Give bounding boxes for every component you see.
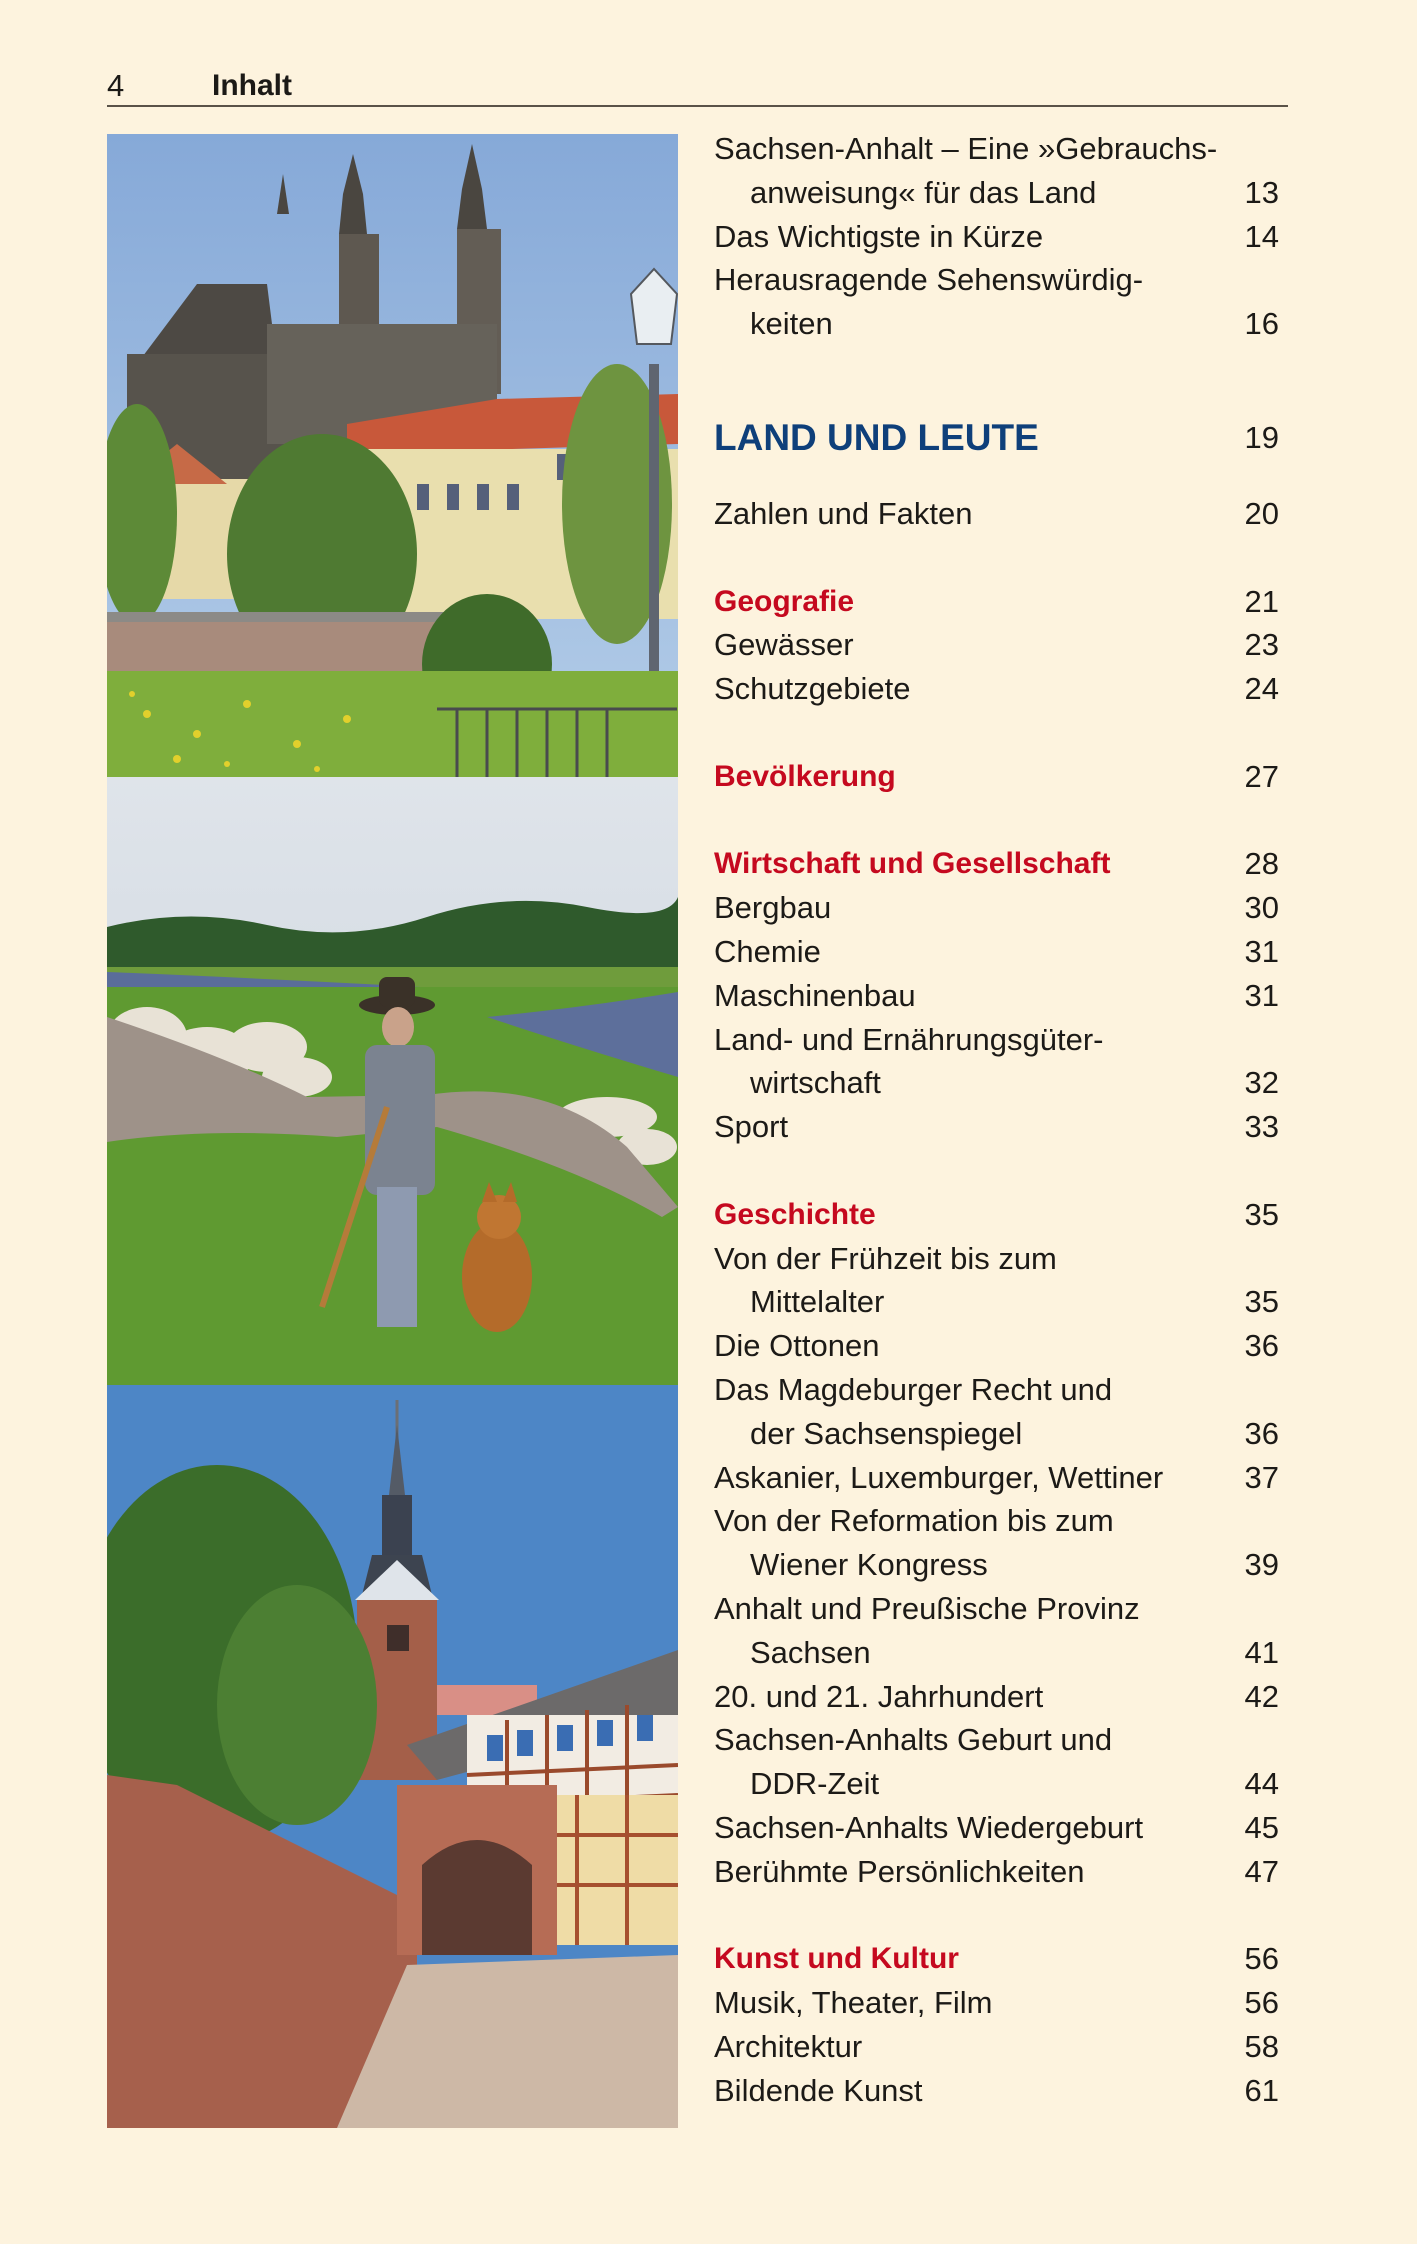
toc-page-number: 56 bbox=[1244, 1941, 1279, 1977]
toc-entry[interactable] bbox=[714, 215, 1279, 259]
toc-page-number: 32 bbox=[1244, 1065, 1279, 1101]
toc-entry-title: Sachsen-Anhalt – Eine »Gebrauchs- bbox=[714, 131, 1218, 166]
toc-page-number: 35 bbox=[1244, 1196, 1279, 1232]
toc-entry[interactable] bbox=[714, 1631, 1279, 1675]
toc-entry-title: Das Wichtigste in Kürze bbox=[714, 218, 1044, 254]
toc-section-heading[interactable] bbox=[714, 1937, 1279, 1981]
toc-section-heading[interactable] bbox=[714, 755, 1279, 799]
toc-entry-title: Architektur bbox=[714, 2028, 863, 2064]
toc-entry-title: Askanier, Luxemburger, Wettiner bbox=[714, 1459, 1164, 1495]
toc-entry-title: Berühmte Persönlichkeiten bbox=[714, 1853, 1085, 1889]
toc-page-number: 24 bbox=[1244, 671, 1279, 707]
toc-page-number: 20 bbox=[1244, 495, 1279, 531]
photo-magdeburg-cathedral bbox=[107, 134, 678, 777]
toc-entry[interactable] bbox=[714, 1850, 1279, 1894]
toc-entry-title: Sport bbox=[714, 1109, 789, 1145]
toc-entry[interactable] bbox=[714, 1762, 1279, 1806]
toc-entry-title: Zahlen und Fakten bbox=[714, 495, 973, 531]
part-title: LAND UND LEUTE bbox=[714, 416, 1039, 458]
toc-page-number: 14 bbox=[1244, 218, 1279, 254]
toc-page-number: 36 bbox=[1244, 1415, 1279, 1451]
toc-page-number: 44 bbox=[1244, 1766, 1279, 1802]
toc-entry-title: keiten bbox=[750, 306, 833, 342]
section-title: Geschichte bbox=[714, 1197, 876, 1231]
section-title: Geografie bbox=[714, 584, 855, 618]
toc-entry[interactable] bbox=[714, 1499, 1279, 1543]
page-title: Inhalt bbox=[212, 69, 292, 102]
toc-entry-title: Bergbau bbox=[714, 890, 832, 926]
toc-section-heading[interactable] bbox=[714, 842, 1279, 886]
toc-entry[interactable] bbox=[714, 1105, 1279, 1149]
photo-brick-church-town-gate bbox=[107, 1385, 678, 2128]
shepherd-image-icon bbox=[107, 777, 678, 1385]
toc-entry[interactable] bbox=[714, 1806, 1279, 1850]
toc-page-number: 42 bbox=[1244, 1678, 1279, 1714]
page-number: 4 bbox=[107, 68, 125, 103]
toc-entry-title: Das Magdeburger Recht und bbox=[714, 1371, 1113, 1407]
toc-entry[interactable] bbox=[714, 171, 1279, 215]
toc-page-number: 61 bbox=[1244, 2072, 1279, 2108]
toc-entry[interactable] bbox=[714, 2025, 1279, 2069]
toc-page-number: 16 bbox=[1244, 306, 1279, 342]
toc-entry-title: Schutzgebiete bbox=[714, 671, 911, 707]
section-title: Wirtschaft und Gesellschaft bbox=[714, 847, 1111, 881]
toc-page-number: 56 bbox=[1244, 1985, 1279, 2021]
toc-entry[interactable] bbox=[714, 1368, 1279, 1412]
toc-entry[interactable] bbox=[714, 258, 1279, 302]
toc-page-number: 30 bbox=[1244, 890, 1279, 926]
section-title: Kunst und Kultur bbox=[714, 1942, 959, 1976]
toc-section-heading[interactable] bbox=[714, 580, 1279, 624]
toc-entry-title: Gewässer bbox=[714, 627, 854, 663]
cathedral-image-icon bbox=[107, 134, 678, 777]
table-of-contents bbox=[714, 127, 1279, 2112]
toc-page-number: 31 bbox=[1244, 933, 1279, 969]
toc-entry[interactable] bbox=[714, 1280, 1279, 1324]
toc-entry-title: Die Ottonen bbox=[714, 1328, 880, 1364]
toc-entry[interactable] bbox=[714, 2069, 1279, 2113]
running-head bbox=[107, 66, 1288, 106]
toc-entry[interactable] bbox=[714, 1237, 1279, 1281]
toc-entry[interactable] bbox=[714, 930, 1279, 974]
toc-entry-title: Wiener Kongress bbox=[750, 1547, 988, 1583]
toc-entry-title: anweisung« für das Land bbox=[750, 174, 1097, 210]
toc-entry[interactable] bbox=[714, 302, 1279, 346]
toc-page-number: 19 bbox=[1244, 419, 1279, 455]
toc-page-number: 21 bbox=[1244, 583, 1279, 619]
toc-page-number: 37 bbox=[1244, 1459, 1279, 1495]
toc-page-number: 35 bbox=[1244, 1284, 1279, 1320]
toc-part-heading[interactable] bbox=[714, 398, 1279, 478]
toc-page-number: 31 bbox=[1244, 977, 1279, 1013]
toc-entry[interactable] bbox=[714, 1543, 1279, 1587]
toc-entry-title: Musik, Theater, Film bbox=[714, 1985, 993, 2021]
toc-entry-title: Von der Reformation bis zum bbox=[714, 1503, 1114, 1539]
toc-entry[interactable] bbox=[714, 1412, 1279, 1456]
toc-entry[interactable] bbox=[714, 886, 1279, 930]
toc-entry[interactable] bbox=[714, 1981, 1279, 2025]
toc-entry-title: wirtschaft bbox=[750, 1065, 881, 1101]
toc-page-number: 45 bbox=[1244, 1809, 1279, 1845]
toc-entry-title: Von der Frühzeit bis zum bbox=[714, 1240, 1057, 1276]
toc-entry-title: Chemie bbox=[714, 933, 821, 969]
toc-section-heading[interactable] bbox=[714, 1193, 1279, 1237]
toc-entry[interactable] bbox=[714, 1587, 1279, 1631]
toc-page-number: 58 bbox=[1244, 2028, 1279, 2064]
toc-page-number: 41 bbox=[1244, 1634, 1279, 1670]
photo-shepherd-elbe bbox=[107, 777, 678, 1385]
town-gate-image-icon bbox=[107, 1385, 678, 2128]
toc-entry[interactable] bbox=[714, 1061, 1279, 1105]
toc-page-number: 13 bbox=[1244, 174, 1279, 210]
toc-page-number: 28 bbox=[1244, 846, 1279, 882]
toc-entry[interactable] bbox=[714, 1456, 1279, 1500]
toc-page-number: 33 bbox=[1244, 1109, 1279, 1145]
header-rule bbox=[107, 105, 1288, 107]
toc-entry[interactable] bbox=[714, 667, 1279, 711]
toc-entry-title: Sachsen-Anhalts Wiedergeburt bbox=[714, 1809, 1144, 1845]
toc-entry[interactable] bbox=[714, 623, 1279, 667]
toc-entry[interactable] bbox=[714, 1675, 1279, 1719]
toc-page-number: 39 bbox=[1244, 1547, 1279, 1583]
toc-entry[interactable] bbox=[714, 492, 1279, 536]
toc-entry-title: Herausragende Sehenswürdig- bbox=[714, 262, 1144, 298]
toc-entry-title: Maschinenbau bbox=[714, 977, 916, 1013]
section-title: Bevölkerung bbox=[714, 759, 896, 793]
toc-entry-title: Anhalt und Preußische Provinz bbox=[714, 1590, 1140, 1626]
toc-entry-title: Mittelalter bbox=[750, 1284, 885, 1320]
toc-page-number: 23 bbox=[1244, 627, 1279, 663]
toc-page-number: 27 bbox=[1244, 758, 1279, 794]
toc-entry[interactable] bbox=[714, 1718, 1279, 1762]
toc-entry-title: Sachsen-Anhalts Geburt und bbox=[714, 1722, 1113, 1758]
toc-entry[interactable] bbox=[714, 1324, 1279, 1368]
toc-entry-title: Land- und Ernährungsgüter- bbox=[714, 1021, 1104, 1057]
toc-page-number: 36 bbox=[1244, 1328, 1279, 1364]
toc-entry-title: DDR-Zeit bbox=[750, 1766, 880, 1802]
toc-entry[interactable] bbox=[714, 1018, 1279, 1062]
toc-entry-title: Bildende Kunst bbox=[714, 2072, 923, 2108]
toc-entry-title: der Sachsenspiegel bbox=[750, 1415, 1023, 1451]
toc-entry[interactable] bbox=[714, 127, 1279, 171]
toc-entry[interactable] bbox=[714, 974, 1279, 1018]
toc-page-number: 47 bbox=[1244, 1853, 1279, 1889]
toc-entry-title: 20. und 21. Jahrhundert bbox=[714, 1678, 1044, 1714]
photo-column bbox=[107, 134, 678, 2128]
toc-entry-title: Sachsen bbox=[750, 1634, 871, 1670]
